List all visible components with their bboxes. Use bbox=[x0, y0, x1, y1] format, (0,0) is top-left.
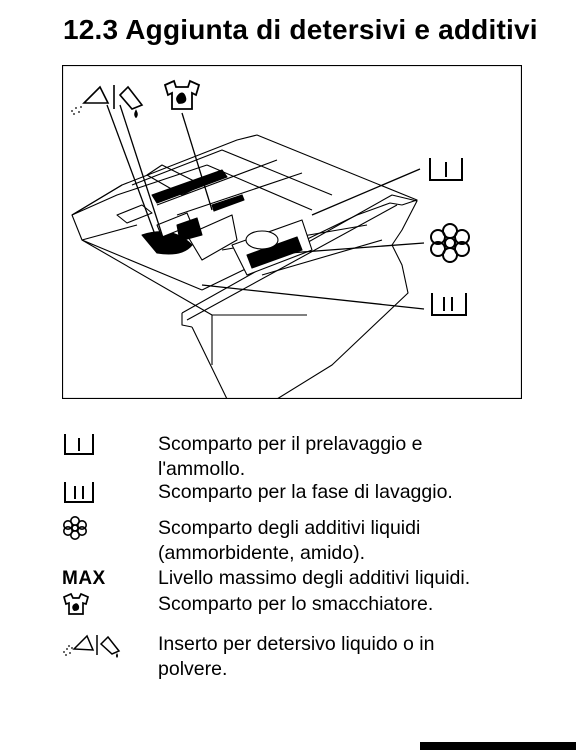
legend-text: Scomparto per lo smacchiatore. bbox=[158, 593, 434, 615]
legend bbox=[62, 432, 552, 682]
wash-compartment-icon bbox=[432, 293, 466, 315]
legend-item bbox=[62, 432, 552, 480]
max-label: MAX bbox=[62, 568, 106, 589]
stain-remover-icon bbox=[62, 592, 90, 616]
detergent-insert-icon bbox=[71, 85, 142, 117]
legend-item bbox=[62, 566, 552, 592]
legend-text: Scomparto degli additivi liquidi (ammorbidente, amido). bbox=[158, 517, 421, 564]
legend-text: Livello massimo degli additivi liquidi. bbox=[158, 567, 471, 589]
page-title: 12.3 Aggiunta di detersivi e additivi bbox=[63, 14, 538, 45]
prewash-compartment-icon bbox=[430, 158, 462, 180]
stain-remover-icon bbox=[165, 81, 199, 109]
legend-text: Inserto per detersivo liquido o in polvere. bbox=[158, 633, 435, 680]
prewash-compartment-icon bbox=[62, 432, 96, 456]
legend-item bbox=[62, 480, 552, 516]
detergent-insert-icon bbox=[62, 632, 124, 658]
legend-text: Scomparto per la fase di lavaggio. bbox=[158, 481, 453, 503]
legend-item bbox=[62, 592, 552, 632]
page-corner-bar bbox=[420, 742, 576, 750]
legend-item bbox=[62, 632, 552, 682]
legend-text: Scomparto per il prelavaggio e l'ammollo. bbox=[158, 433, 423, 480]
softener-flower-icon bbox=[431, 224, 469, 262]
legend-item bbox=[62, 516, 552, 566]
softener-flower-icon bbox=[62, 516, 88, 540]
wash-compartment-icon bbox=[62, 480, 96, 504]
dispenser-illustration bbox=[62, 65, 522, 399]
